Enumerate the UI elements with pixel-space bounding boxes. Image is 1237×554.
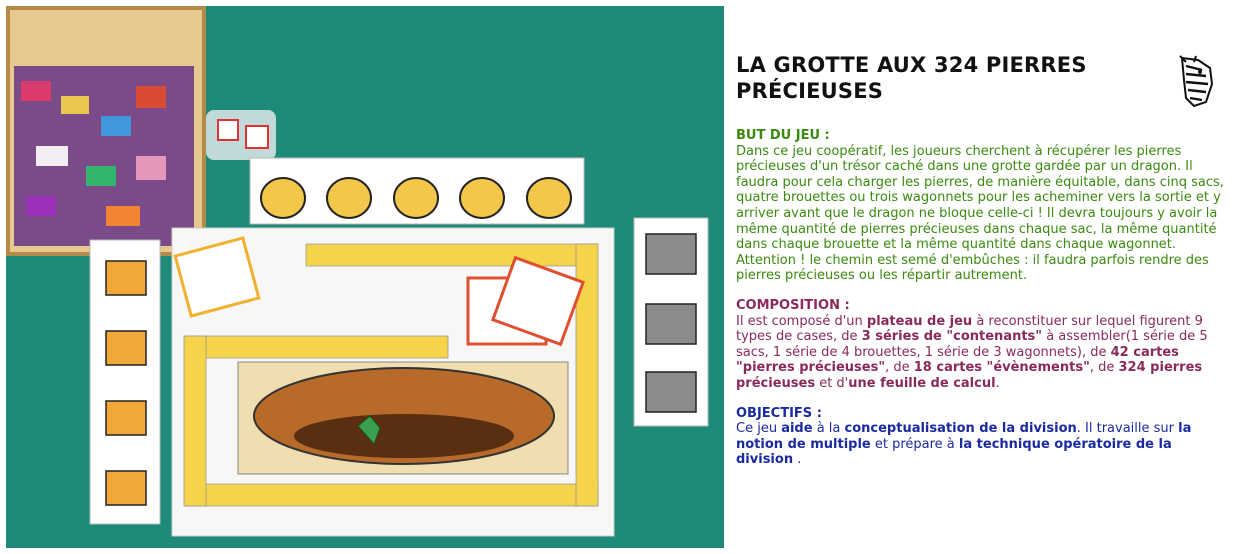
game-photo-illustration bbox=[6, 6, 724, 548]
game-photo bbox=[6, 6, 724, 548]
page-title: LA GROTTE AUX 324 PIERRES PRÉCIEUSES bbox=[736, 53, 1087, 103]
but-heading: BUT DU JEU : bbox=[736, 128, 830, 143]
composition-text: Il est composé d'un plateau de jeu à reconstituer sur lequel figurent 9 types de cases, de 3 séries de "contenants" à assembler(1 série de 5 sacs, 1 série de 4 brouettes, 1 série de 3 wagonnets), de 42 cartes "pierres précieuses", de 18 cartes "évènements", de 324 pierres précieuses et d'une feuille de calcul. bbox=[736, 313, 1208, 391]
objectifs-text: Ce jeu aide à la conceptualisation de la division. Il travaille sur la notion de multiple et prépare à la technique opératoire de la division . bbox=[736, 421, 1192, 468]
but-text: Dans ce jeu coopératif, les joueurs cherchent à récupérer les pierres précieuses d'un trésor caché dans une grotte gardée par un dragon. Il faudra pour cela charger les pierres, de manière équitable, dans cinq sacs, quatre brouettes ou trois wagonnets pour les acheminer vers la sortie et y arriver avant que le dragon ne bloque celle-ci ! Il devra toujours y avoir la même quantité de pierres précieuses dans chaque sac, la même quantité dans chaque brouette et la même quantité dans chaque wagonnet. Attention ! le chemin est semé d'embûches : il faudra parfois rendre des pierres précieuses ou les répartir autrement. bbox=[736, 143, 1224, 284]
objectifs-heading: OBJECTIFS : bbox=[736, 405, 822, 421]
composition-heading: COMPOSITION : bbox=[736, 297, 850, 313]
zebra-icon bbox=[1172, 54, 1218, 108]
description-panel bbox=[736, 52, 1224, 468]
